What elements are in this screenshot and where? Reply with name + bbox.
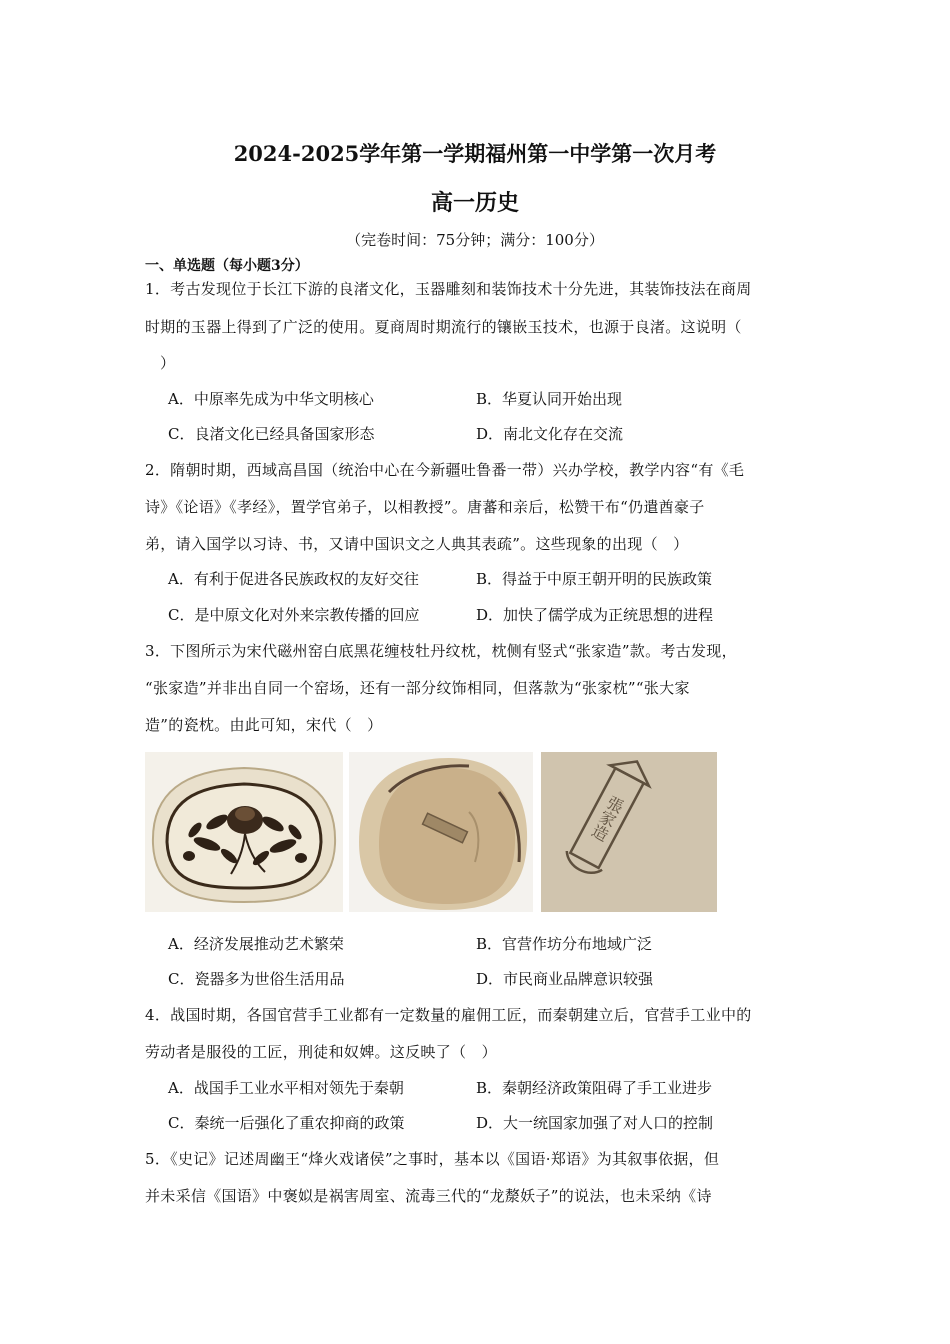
q5-line-2: 并未采信《国语》中褒姒是祸害周室、流毒三代的“龙漦妖子”的说法，也未采纳《诗	[145, 1187, 712, 1205]
q4-option-d[interactable]: D．大一统国家加强了对人口的控制	[476, 1114, 714, 1132]
q4-option-c[interactable]: C．秦统一后强化了重农抑商的政策	[168, 1114, 405, 1132]
q4-line-1: 4．战国时期，各国官营手工业都有一定数量的雇佣工匠，而秦朝建立后，官营手工业中的	[145, 1006, 752, 1024]
q2-option-b[interactable]: B．得益于中原王朝开明的民族政策	[476, 570, 713, 588]
q3-line-2: “张家造”并非出自同一个窑场，还有一部分纹饰相同，但落款为“张家枕”“张大家	[145, 679, 690, 697]
q4-option-a[interactable]: A．战国手工业水平相对领先于秦朝	[168, 1079, 404, 1097]
exam-title: 2024-2025学年第一学期福州第一中学第一次月考	[233, 141, 717, 166]
q5-line-1: 5．《史记》记述周幽王“烽火戏诸侯”之事时，基本以《国语·郑语》为其叙事依据，但	[145, 1150, 720, 1168]
pillow-top-peony-image	[145, 752, 343, 912]
q1-option-d[interactable]: D．南北文化存在交流	[476, 425, 624, 443]
q3-option-c[interactable]: C．瓷器多为世俗生活用品	[168, 970, 345, 988]
q3-option-b[interactable]: B．官营作坊分布地域广泛	[476, 935, 653, 953]
q3-line-3: 造”的瓷枕。由此可知，宋代（ ）	[145, 716, 383, 734]
q3-line-1: 3．下图所示为宋代磁州窑白底黑花缠枝牡丹纹枕，枕侧有竖式“张家造”款。考古发现，	[145, 642, 737, 660]
mark-text: 張家造	[587, 792, 627, 844]
q1-line-1: 1．考古发现位于长江下游的良渚文化，玉器雕刻和装饰技术十分先进，其装饰技法在商周	[145, 280, 752, 298]
q2-line-3: 弟，请入国学以习诗、书，又请中国识文之人典其表疏”。这些现象的出现（ ）	[145, 535, 689, 553]
q2-option-d[interactable]: D．加快了儒学成为正统思想的进程	[476, 606, 714, 624]
exam-info: （完卷时间：75分钟；满分：100分）	[346, 231, 604, 249]
zhangjiazao-mark-image	[541, 752, 717, 912]
q4-option-b[interactable]: B．秦朝经济政策阻碍了手工业进步	[476, 1079, 713, 1097]
q2-option-c[interactable]: C．是中原文化对外来宗教传播的回应	[168, 606, 420, 624]
q4-line-2: 劳动者是服役的工匠，刑徒和奴婢。这反映了（ ）	[145, 1043, 497, 1061]
q2-option-a[interactable]: A．有利于促进各民族政权的友好交往	[168, 570, 419, 588]
q2-line-2: 诗》《论语》《孝经》，置学官弟子，以相教授”。唐蕃和亲后，松赞干布“仍遣酋豪子	[145, 498, 705, 516]
q3-option-d[interactable]: D．市民商业品牌意识较强	[476, 970, 654, 988]
q1-line-3: ）	[160, 354, 176, 372]
q1-option-c[interactable]: C．良渚文化已经具备国家形态	[168, 425, 375, 443]
section-heading: 一、单选题（每小题3分）	[145, 258, 309, 274]
q1-option-a[interactable]: A．中原率先成为中华文明核心	[168, 390, 374, 408]
pillow-side-image	[349, 752, 533, 912]
q1-line-2: 时期的玉器上得到了广泛的使用。夏商周时期流行的镶嵌玉技术，也源于良渚。这说明（	[145, 318, 742, 336]
subject-title: 高一历史	[430, 190, 519, 216]
q1-option-b[interactable]: B．华夏认同开始出现	[476, 390, 623, 408]
q2-line-1: 2．隋朝时期，西域高昌国（统治中心在今新疆吐鲁番一带）兴办学校，教学内容“有《毛	[145, 461, 745, 479]
pillow-figure	[145, 752, 717, 912]
q3-option-a[interactable]: A．经济发展推动艺术繁荣	[168, 935, 344, 953]
